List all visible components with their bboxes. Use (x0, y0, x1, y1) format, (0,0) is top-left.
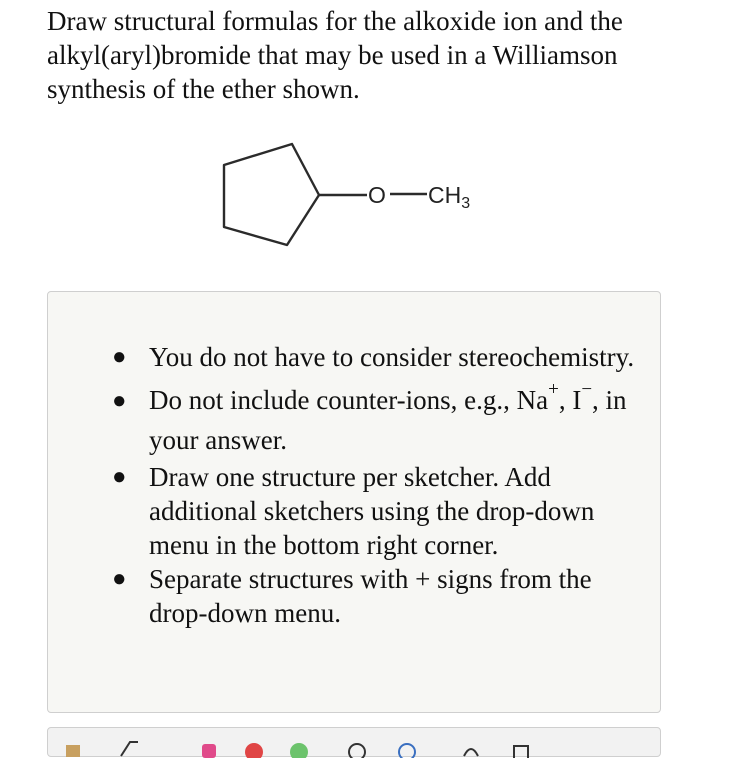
ring-icon[interactable] (510, 736, 532, 758)
bullet-icon: ● (112, 464, 127, 490)
instructions-list (48, 340, 660, 630)
eraser-icon[interactable] (198, 736, 220, 758)
color-red-icon[interactable] (243, 736, 265, 758)
instruction-item (48, 562, 660, 630)
sketcher-toolbar (47, 727, 661, 757)
lock-icon[interactable] (62, 736, 84, 758)
instruction-text: You do not have to consider stereochemistry. (149, 342, 635, 372)
bullet-icon: ● (112, 344, 127, 370)
ether-structure (200, 132, 520, 252)
bullet-icon: ● (112, 388, 127, 414)
template-icon[interactable] (460, 736, 482, 758)
instruction-text: Separate structures with + signs from the drop-down menu. (149, 564, 592, 628)
cyclopentane-ring (224, 144, 319, 245)
zoom-icon[interactable] (346, 736, 368, 758)
question-text: Draw structural formulas for the alkoxide ion and the alkyl(aryl)bromide that may be used in a Williamson synthesis of the ether shown. (47, 6, 623, 104)
undo-icon[interactable] (396, 736, 418, 758)
bond-tool-icon[interactable] (118, 736, 140, 758)
color-green-icon[interactable] (288, 736, 310, 758)
instruction-text: , I (558, 385, 582, 415)
bullet-icon: ● (112, 566, 127, 592)
instruction-item (48, 340, 660, 374)
instruction-text: Draw one structure per sketcher. Add additional sketchers using the drop-down menu in the bottom right corner. (149, 462, 595, 560)
instructions-panel (47, 291, 661, 713)
instruction-item (48, 460, 660, 562)
instruction-text: , in your answer. (149, 385, 627, 455)
methyl-label: $CH_3$ (428, 182, 471, 212)
oxygen-label: O (368, 182, 386, 208)
instruction-text: Do not include counter-ions, e.g., Na (149, 385, 549, 415)
superscript: + (548, 379, 559, 400)
superscript: − (581, 379, 593, 400)
instruction-item (48, 380, 660, 460)
